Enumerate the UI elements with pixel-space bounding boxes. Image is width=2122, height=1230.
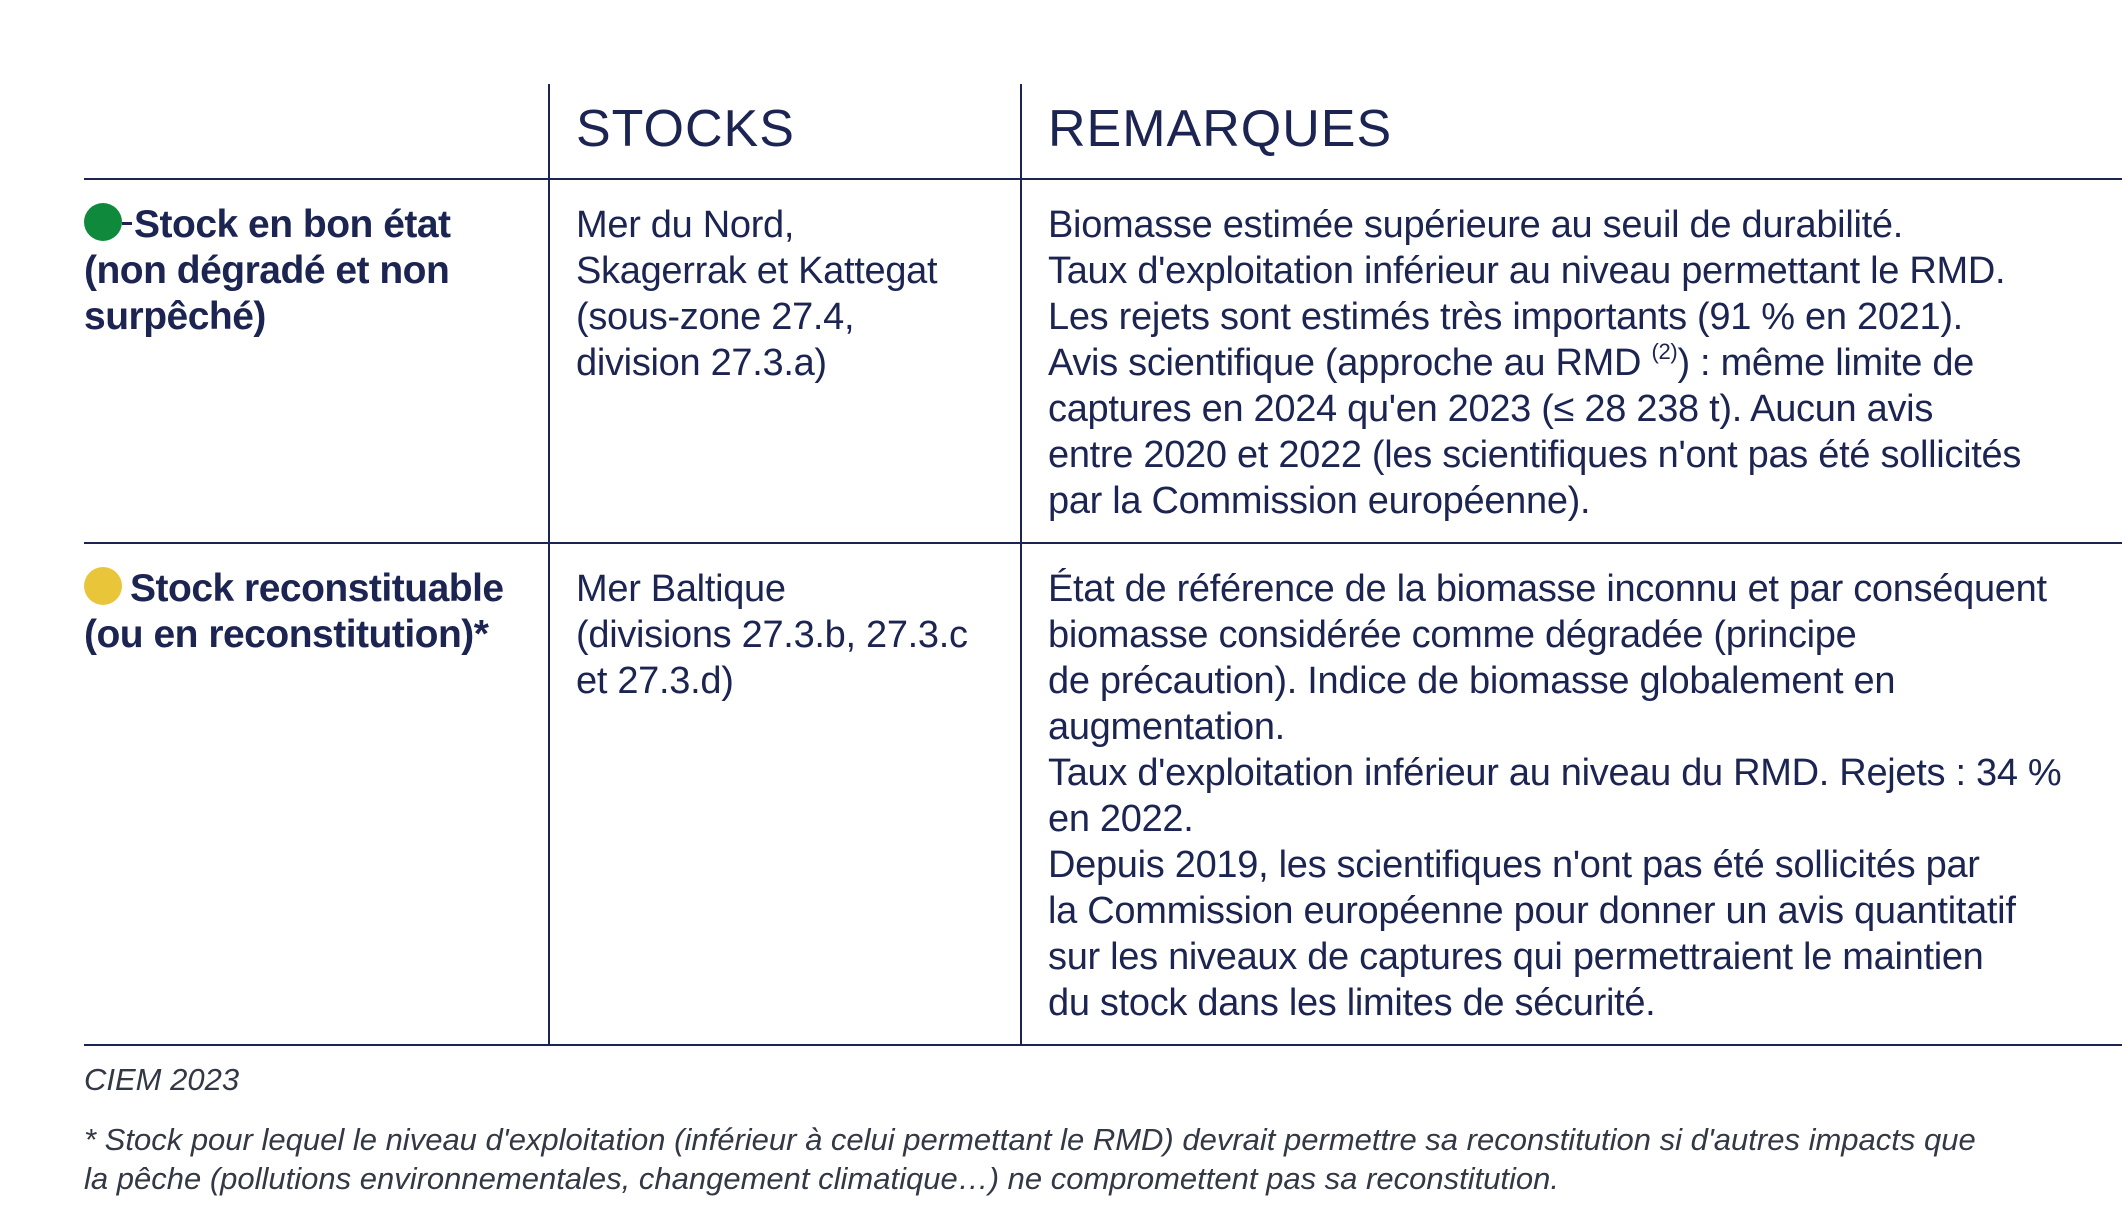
remark-line: en 2022. [1048,798,1194,840]
status-cell [84,180,548,542]
table-header-row [84,84,2122,180]
yellow-status-dot-icon [84,567,122,605]
footnote-line: * Stock pour lequel le niveau d'exploitation (inférieur à celui permettant le RMD) devrait permettre sa reconstitution si d'autres impacts que [84,1122,1976,1157]
stock-cell [548,544,1020,1044]
header-status [84,84,548,178]
stock-line: et 27.3.d) [576,660,734,702]
remark-line: par la Commission européenne). [1048,480,1591,522]
footnote-reference: (2) [1651,339,1678,364]
footnote [84,1120,2114,1198]
remark-line: Les rejets sont estimés très importants (91 % en 2021). [1048,296,1963,338]
remark-line: du stock dans les limites de sécurité. [1048,982,1656,1024]
status-line: surpêché) [84,295,266,338]
remark-line: sur les niveaux de captures qui permettraient le maintien [1048,936,1984,978]
table-row [84,180,2122,544]
remark-line: captures en 2024 qu'en 2023 (≤ 28 238 t). Aucun avis [1048,388,1934,430]
source-note: CIEM 2023 [84,1062,240,1097]
status-line: (ou en reconstitution)* [84,613,489,656]
status-line: (non dégradé et non [84,249,450,292]
stock-line: Mer Baltique [576,568,786,610]
remark-line: Biomasse estimée supérieure au seuil de durabilité. [1048,204,1903,246]
remark-line: État de référence de la biomasse inconnu et par conséquent [1048,568,2047,610]
remark-line: Avis scientifique (approche au RMD $^{(2)}$) : même limite de [1048,339,1974,384]
status-line: Stock reconstituable [84,566,548,612]
stock-line: Mer du Nord, [576,204,795,246]
stock-line: Skagerrak et Kattegat [576,250,938,292]
status-line: Stock en bon état [84,202,548,248]
remark-line: de précaution). Indice de biomasse globalement en [1048,660,1896,702]
remarks-cell [1020,544,2122,1044]
stock-line: (divisions 27.3.b, 27.3.c [576,614,968,656]
dash-mark [122,222,132,225]
remark-line: la Commission européenne pour donner un avis quantitatif [1048,890,2016,932]
remark-line: Taux d'exploitation inférieur au niveau permettant le RMD. [1048,250,2006,292]
table-row [84,544,2122,1046]
remarks-cell [1020,180,2122,542]
status-cell [84,544,548,1044]
remark-line: augmentation. [1048,706,1285,748]
header-remarks: REMARQUES [1020,84,2122,178]
stock-line: division 27.3.a) [576,342,827,384]
stock-status-table [84,84,2122,1046]
stock-line: (sous-zone 27.4, [576,296,855,338]
remark-line: biomasse considérée comme dégradée (principe [1048,614,1857,656]
remark-line: Taux d'exploitation inférieur au niveau du RMD. Rejets : 34 % [1048,752,2062,794]
remark-line: entre 2020 et 2022 (les scientifiques n'ont pas été sollicités [1048,434,2022,476]
header-stocks: STOCKS [548,84,1020,178]
stock-cell [548,180,1020,542]
green-status-dot-icon [84,203,122,241]
remark-line: Depuis 2019, les scientifiques n'ont pas été sollicités par [1048,844,1980,886]
footnote-line: la pêche (pollutions environnementales, changement climatique…) ne compromettent pas sa reconstitution. [84,1161,1560,1196]
